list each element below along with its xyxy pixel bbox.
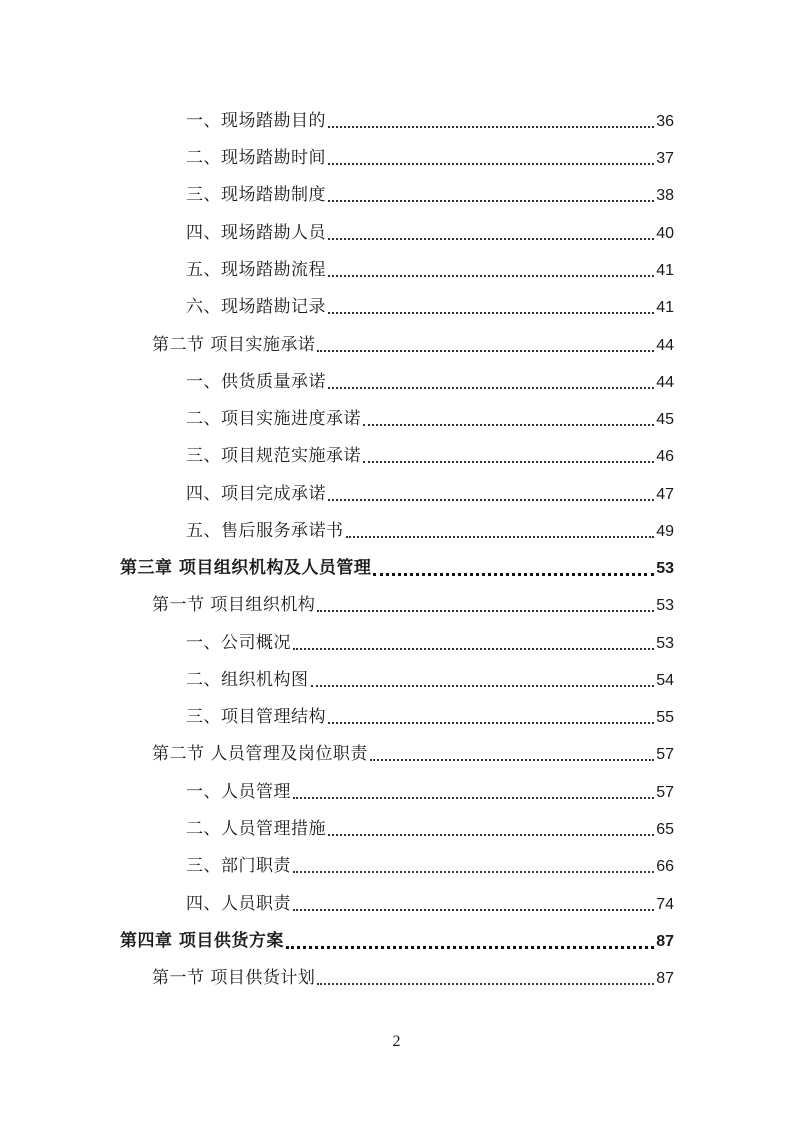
dot-leader (317, 610, 654, 612)
toc-entry[interactable] (186, 630, 674, 656)
dot-leader (328, 163, 654, 165)
toc-entry[interactable] (186, 443, 674, 469)
dot-leader (328, 834, 654, 836)
toc-entry-page: 36 (656, 113, 674, 130)
toc-entry-title: 五、售后服务承诺书 (186, 521, 344, 541)
toc-entry-page: 65 (656, 821, 674, 838)
toc-entry-page: 87 (656, 970, 674, 987)
dot-leader (328, 722, 654, 724)
toc-entry-title: 二、项目实施进度承诺 (186, 409, 361, 429)
dot-leader (328, 200, 654, 202)
toc-entry-page: 53 (656, 635, 674, 652)
toc-entry[interactable] (186, 704, 674, 730)
toc-entry[interactable] (186, 853, 674, 879)
toc-entry-page: 40 (656, 225, 674, 242)
toc-entry-page: 74 (656, 896, 674, 913)
toc-entry-page: 87 (656, 933, 674, 950)
toc-entry-page: 44 (656, 374, 674, 391)
dot-leader (346, 536, 655, 538)
toc-entry-title: 六、现场踏勘记录 (186, 297, 326, 317)
dot-leader (286, 946, 654, 949)
toc-entry-page: 57 (656, 784, 674, 801)
toc-entry-page: 37 (656, 150, 674, 167)
toc-entry[interactable] (152, 965, 674, 991)
dot-leader (317, 983, 654, 985)
toc-entry[interactable] (186, 182, 674, 208)
dot-leader (328, 312, 654, 314)
toc-entry-page: 45 (656, 411, 674, 428)
dot-leader (317, 350, 654, 352)
toc-entry-title: 四、项目完成承诺 (186, 484, 326, 504)
toc-entry[interactable] (186, 891, 674, 917)
toc-entry-title: 第一节 项目组织机构 (152, 595, 316, 615)
toc-entry-title: 五、现场踏勘流程 (186, 260, 326, 280)
dot-leader (293, 909, 654, 911)
toc-entry-page: 53 (656, 560, 674, 577)
toc-entry-title: 一、公司概况 (186, 633, 291, 653)
toc-entry[interactable] (186, 406, 674, 432)
dot-leader (293, 871, 654, 873)
page-number: 2 (392, 1033, 401, 1050)
dot-leader (373, 573, 654, 576)
toc-entry-page: 44 (656, 337, 674, 354)
toc-entry-title: 一、供货质量承诺 (186, 372, 326, 392)
toc-entry[interactable] (186, 816, 674, 842)
toc-entry-title: 一、人员管理 (186, 782, 291, 802)
toc-entry[interactable] (152, 592, 674, 618)
toc-entry-title: 三、项目规范实施承诺 (186, 446, 361, 466)
toc-entry-title: 三、项目管理结构 (186, 707, 326, 727)
toc-entry-title: 一、现场踏勘目的 (186, 111, 326, 131)
toc-entry-title: 第三章 项目组织机构及人员管理 (120, 558, 372, 578)
toc-entry-page: 49 (656, 523, 674, 540)
toc-chapter-entry[interactable] (120, 928, 674, 954)
toc-entry-title: 第二节 人员管理及岗位职责 (152, 744, 368, 764)
dot-leader (328, 387, 654, 389)
toc-entry-page: 57 (656, 746, 674, 763)
dot-leader (293, 648, 654, 650)
toc-chapter-entry[interactable] (120, 555, 674, 581)
toc-entry[interactable] (186, 108, 674, 134)
toc-entry-title: 第二节 项目实施承诺 (152, 335, 316, 355)
toc-entry-title: 三、现场踏勘制度 (186, 185, 326, 205)
toc-entry-page: 47 (656, 486, 674, 503)
toc-entry[interactable] (186, 481, 674, 507)
dot-leader (328, 126, 654, 128)
dot-leader (370, 759, 654, 761)
toc-entry-page: 66 (656, 858, 674, 875)
dot-leader (363, 461, 654, 463)
toc-entry-title: 第四章 项目供货方案 (120, 931, 284, 951)
dot-leader (311, 685, 655, 687)
toc-entry[interactable] (186, 294, 674, 320)
toc-entry-title: 三、部门职责 (186, 856, 291, 876)
toc-entry-page: 41 (656, 262, 674, 279)
toc-entry[interactable] (186, 145, 674, 171)
toc-entry-page: 38 (656, 187, 674, 204)
toc-entry-page: 46 (656, 448, 674, 465)
toc-entry[interactable] (186, 667, 674, 693)
toc-entry-page: 53 (656, 597, 674, 614)
dot-leader (328, 238, 654, 240)
toc-entry[interactable] (186, 779, 674, 805)
toc-entry-page: 54 (656, 672, 674, 689)
toc-entry-title: 第一节 项目供货计划 (152, 968, 316, 988)
toc-entry[interactable] (186, 518, 674, 544)
dot-leader (328, 499, 654, 501)
toc-entry[interactable] (186, 220, 674, 246)
toc-entry-page: 41 (656, 299, 674, 316)
toc-entry-title: 二、现场踏勘时间 (186, 148, 326, 168)
toc-entry[interactable] (186, 369, 674, 395)
toc-entry[interactable] (186, 257, 674, 283)
toc-entry-title: 四、现场踏勘人员 (186, 223, 326, 243)
toc-entry-title: 二、人员管理措施 (186, 819, 326, 839)
toc-entry[interactable] (152, 741, 674, 767)
toc-entry-page: 55 (656, 709, 674, 726)
toc-entry-title: 二、组织机构图 (186, 670, 309, 690)
dot-leader (293, 797, 654, 799)
dot-leader (363, 424, 654, 426)
toc-entry[interactable] (152, 332, 674, 358)
dot-leader (328, 275, 654, 277)
toc-entry-title: 四、人员职责 (186, 894, 291, 914)
